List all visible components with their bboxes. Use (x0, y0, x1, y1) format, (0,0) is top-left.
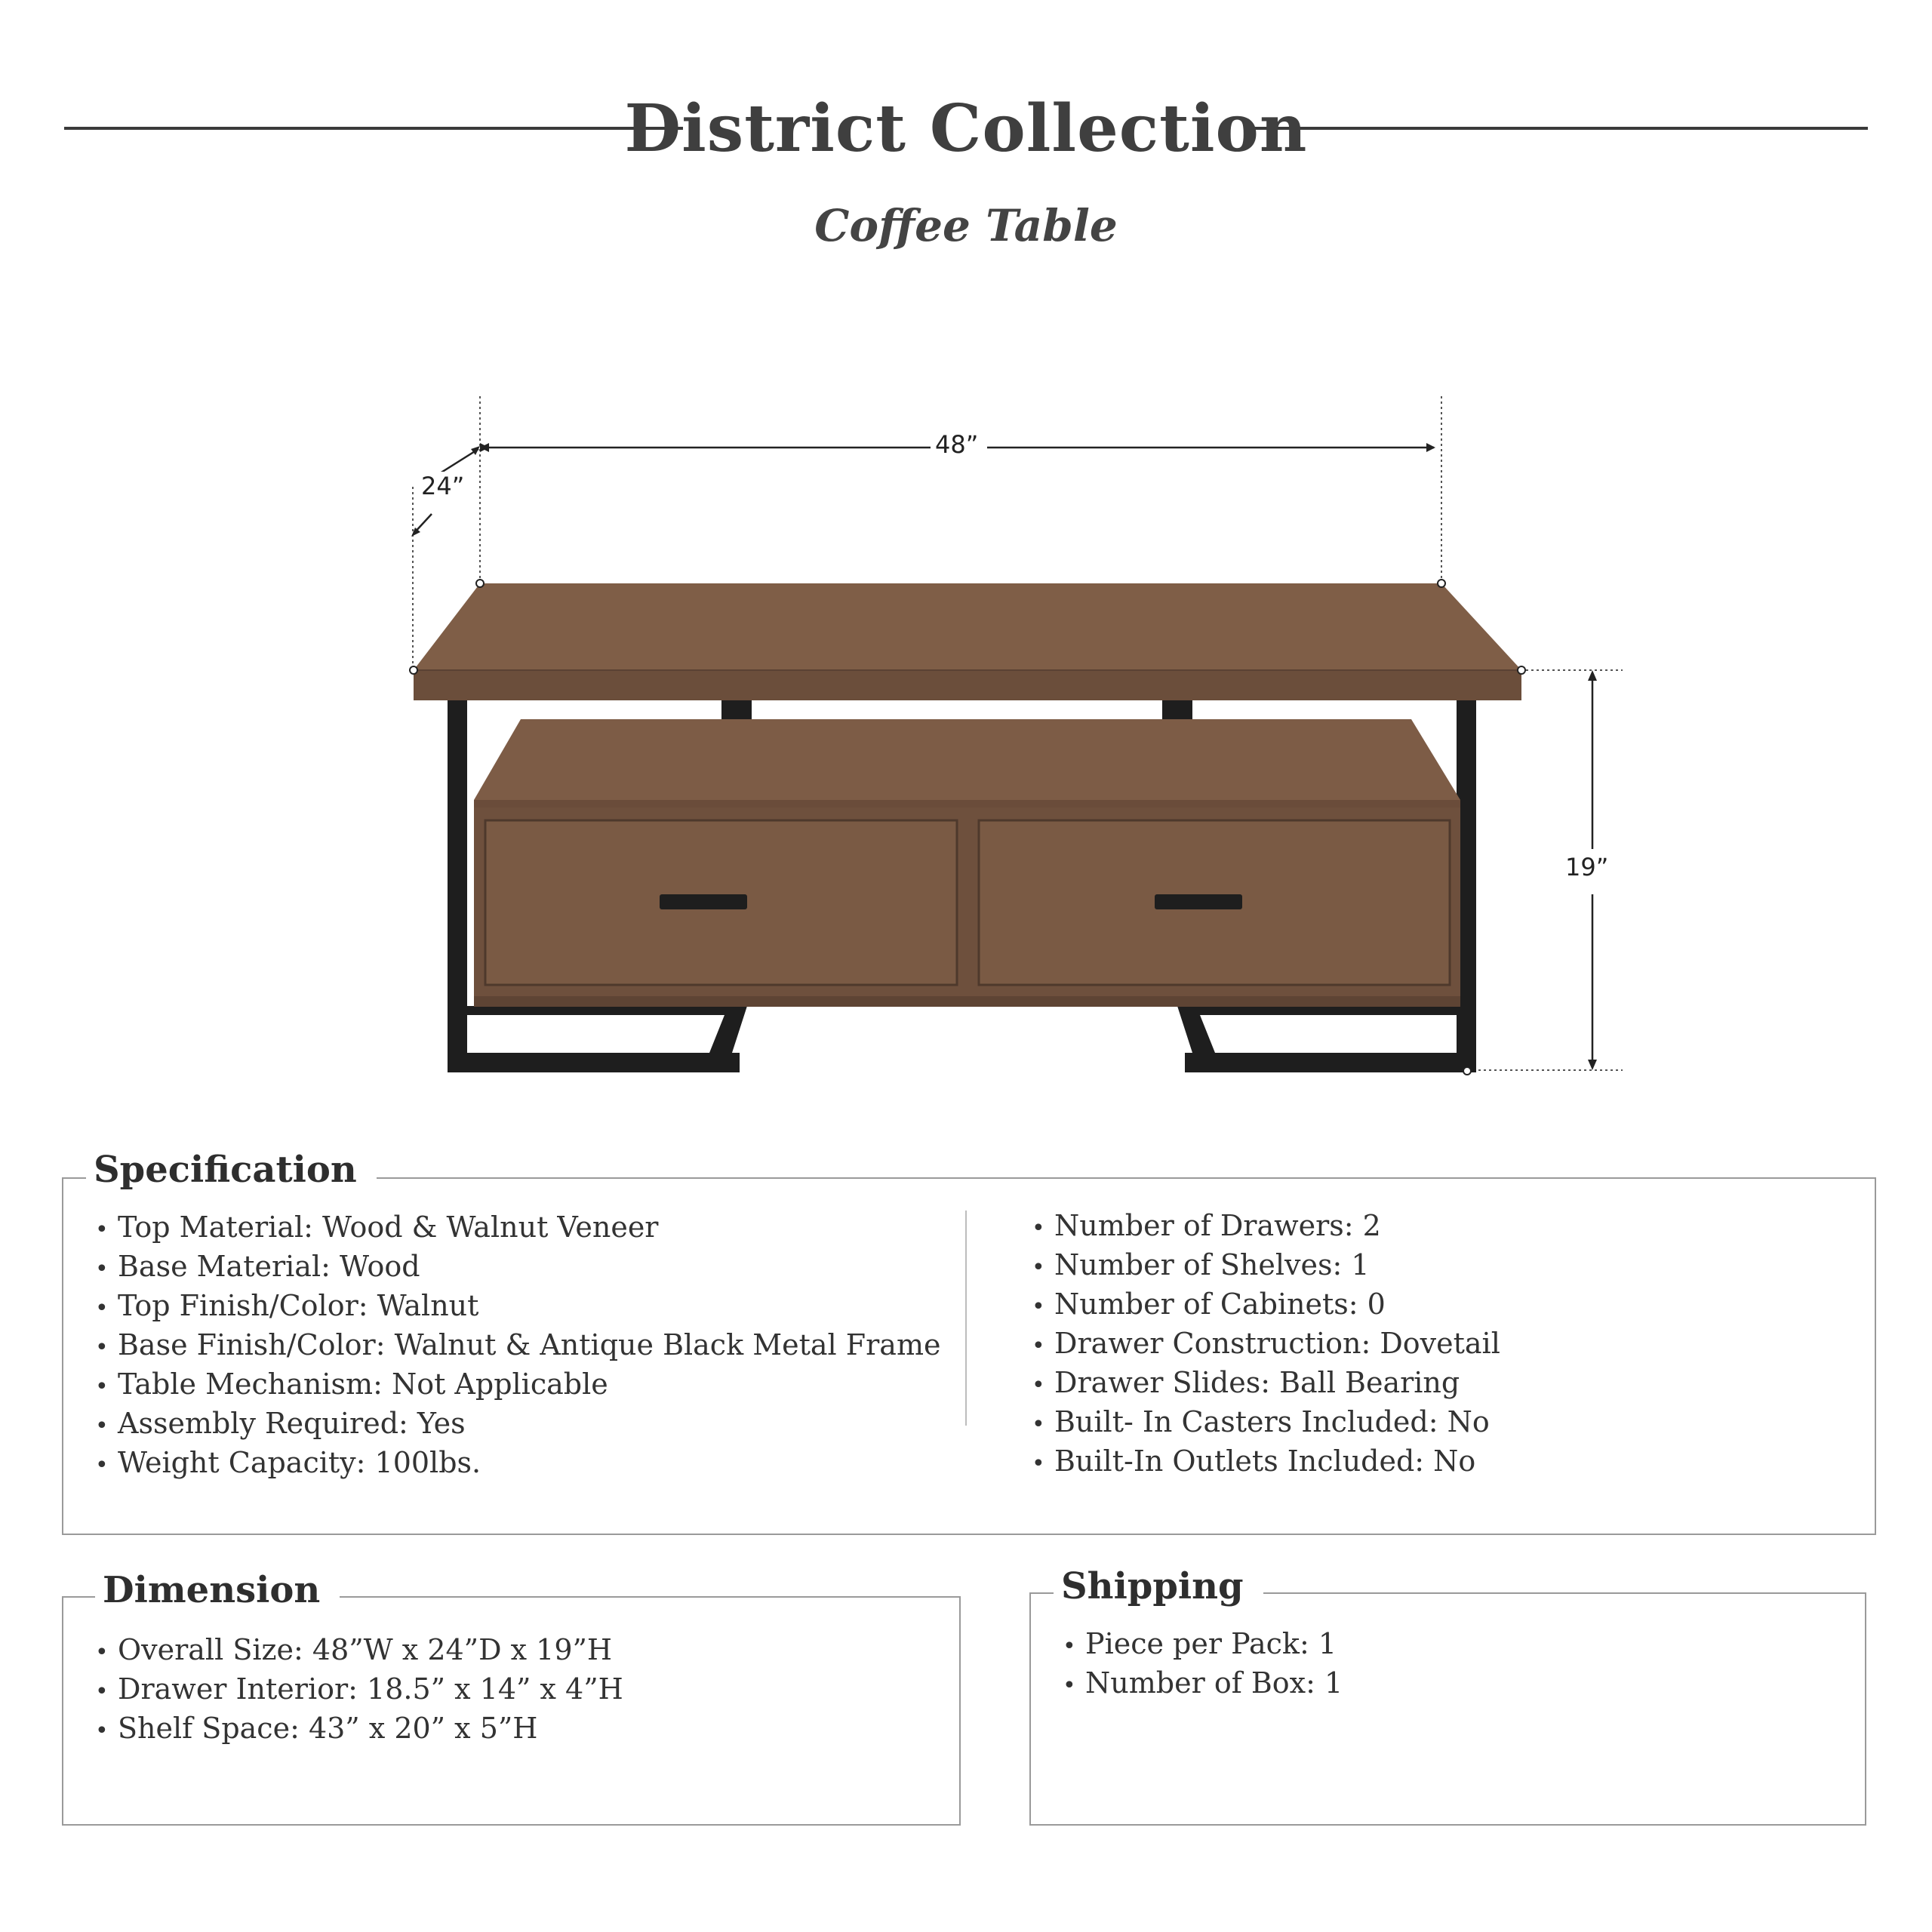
list-item: • Number of Cabinets: 0 (1032, 1287, 1386, 1321)
specification-heading: Specification (86, 1149, 377, 1191)
width-dimension (480, 396, 1441, 583)
list-item: • Drawer Slides: Ball Bearing (1032, 1366, 1460, 1399)
shipping-heading: Shipping (1054, 1565, 1263, 1607)
specification-box (62, 1149, 1876, 1535)
list-item: • Base Finish/Color: Walnut & Antique Black Metal Frame (95, 1328, 941, 1361)
product-drawing (377, 389, 1660, 1098)
dimension-box (62, 1569, 961, 1826)
height-label: 19” (1561, 853, 1613, 881)
width-label: 48” (931, 430, 983, 459)
list-item: • Shelf Space: 43” x 20” x 5”H (95, 1712, 538, 1745)
list-item: • Built-In Outlets Included: No (1032, 1444, 1476, 1478)
list-item: • Top Finish/Color: Walnut (95, 1289, 479, 1322)
list-item: • Weight Capacity: 100lbs. (95, 1446, 481, 1479)
list-item: • Drawer Construction: Dovetail (1032, 1327, 1500, 1360)
list-item: • Base Material: Wood (95, 1250, 420, 1283)
dimension-heading: Dimension (95, 1569, 340, 1611)
product-subtitle: Coffee Table (814, 200, 1118, 251)
list-item: • Number of Box: 1 (1063, 1666, 1343, 1700)
list-item: • Top Material: Wood & Walnut Veneer (95, 1211, 659, 1244)
column-divider (965, 1211, 967, 1426)
shipping-list (1063, 1626, 1343, 1704)
dimension-list (95, 1632, 623, 1749)
page-title: District Collection (624, 91, 1308, 167)
list-item: • Table Mechanism: Not Applicable (95, 1367, 608, 1401)
list-item: • Number of Drawers: 2 (1032, 1209, 1381, 1242)
list-item: • Overall Size: 48”W x 24”D x 19”H (95, 1633, 613, 1666)
shipping-box (1029, 1565, 1866, 1826)
list-item: • Drawer Interior: 18.5” x 14” x 4”H (95, 1672, 623, 1706)
list-item: • Assembly Required: Yes (95, 1407, 466, 1440)
depth-label: 24” (417, 472, 469, 500)
coffee-table-illustration (377, 389, 1660, 1098)
list-item: • Number of Shelves: 1 (1032, 1248, 1370, 1281)
table-body (410, 580, 1525, 1075)
title-row (64, 83, 1868, 174)
list-item: • Piece per Pack: 1 (1063, 1627, 1337, 1660)
list-item: • Built- In Casters Included: No (1032, 1405, 1490, 1438)
specification-right-list (1032, 1208, 1500, 1482)
specification-left-list (95, 1209, 940, 1484)
